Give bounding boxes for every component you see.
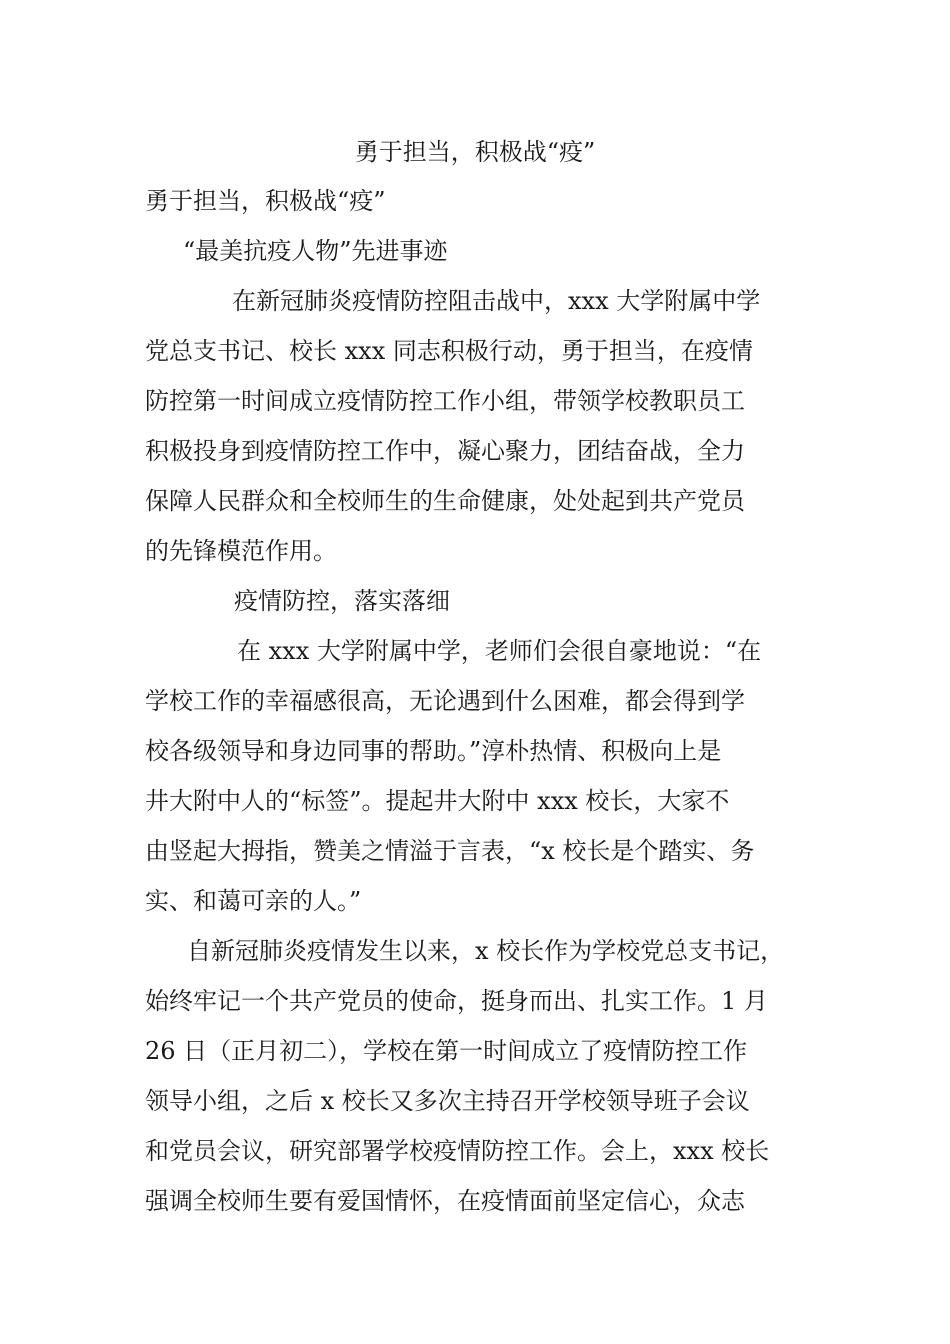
paragraph-line: 和党员会议，研究部署学校疫情防控工作。会上，xxx 校长 xyxy=(145,1137,770,1165)
paragraph-line: 防控第一时间成立疫情防控工作小组，带领学校教职员工 xyxy=(145,387,745,415)
paragraph-line: 始终牢记一个共产党员的使命，挺身而出、扎实工作。1 月 xyxy=(145,987,768,1015)
section-heading: “最美抗疫人物”先进事迹 xyxy=(183,237,448,265)
paragraph-line: 在新冠肺炎疫情防控阻击战中，xxx 大学附属中学 xyxy=(232,287,761,315)
paragraph-line: 的先锋模范作用。 xyxy=(145,537,337,565)
paragraph-line: 强调全校师生要有爱国情怀，在疫情面前坚定信心，众志 xyxy=(145,1187,745,1215)
paragraph-line: 学校工作的幸福感很高，无论遇到什么困难，都会得到学 xyxy=(145,687,745,715)
document-title: 勇于担当，积极战“疫” xyxy=(354,138,596,166)
paragraph-line: 自新冠肺炎疫情发生以来，x 校长作为学校党总支书记， xyxy=(187,937,785,965)
paragraph-line: 井大附中人的“标签”。提起井大附中 xxx 校长，大家不 xyxy=(145,787,730,815)
paragraph-line: 由竖起大拇指，赞美之情溢于言表，“x 校长是个踏实、务 xyxy=(145,837,755,865)
paragraph-line: 积极投身到疫情防控工作中，凝心聚力，团结奋战，全力 xyxy=(145,437,745,465)
paragraph-line: 在 xxx 大学附属中学，老师们会很自豪地说：“在 xyxy=(237,637,762,665)
paragraph-line: 保障人民群众和全校师生的生命健康，处处起到共产党员 xyxy=(145,487,745,515)
subtitle-line: 勇于担当，积极战“疫” xyxy=(145,187,386,215)
paragraph-line: 26 日（正月初二），学校在第一时间成立了疫情防控工作 xyxy=(145,1037,748,1065)
paragraph-line: 领导小组，之后 x 校长又多次主持召开学校领导班子会议 xyxy=(145,1087,750,1115)
paragraph-line: 校各级领导和身边同事的帮助。”淳朴热情、积极向上是 xyxy=(145,737,722,765)
paragraph-line: 党总支书记、校长 xxx 同志积极行动，勇于担当，在疫情 xyxy=(145,337,753,365)
section-heading: 疫情防控，落实落细 xyxy=(234,587,450,615)
paragraph-line: 实、和蔼可亲的人。” xyxy=(145,887,362,915)
